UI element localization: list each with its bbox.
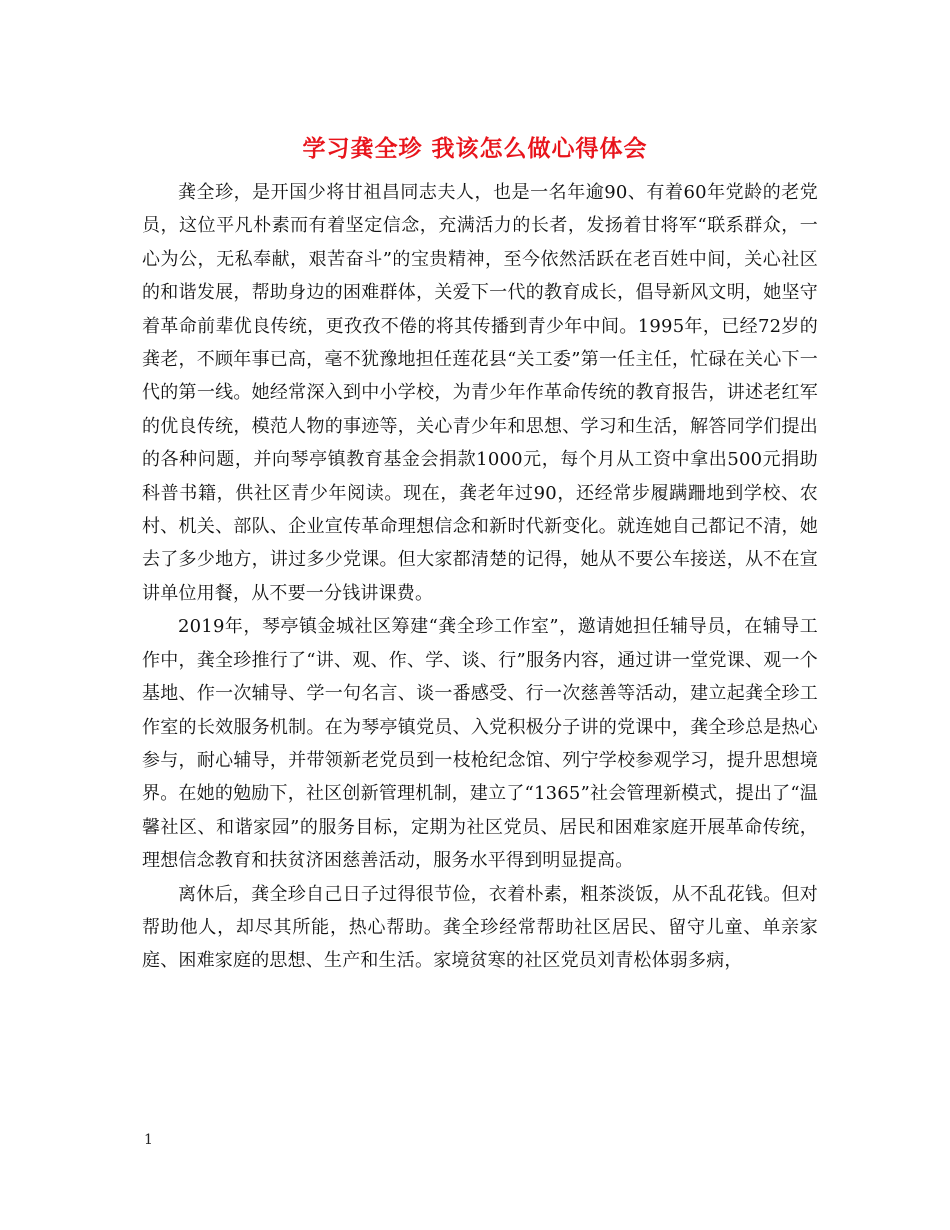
page-number: 1 (144, 1132, 153, 1148)
paragraph-1: 龚全珍，是开国少将甘祖昌同志夫人，也是一名年逾90、有着60年党龄的老党员，这位平凡朴素而有着坚定信念，充满活力的长者，发扬着甘将军“联系群众，一心为公，无私奉献，艰苦奋斗”的宝贵精神，至今依然活跃在老百姓中间，关心社区的和谐发展，帮助身边的困难群体，关爱下一代的教育成长，倡导新风文明，她坚守着革命前辈优良传统，更孜孜不倦的将其传播到青少年中间。1995年，已经72岁的龚老，不顾年事已高，毫不犹豫地担任莲花县“关工委”第一任主任，忙碌在关心下一代的第一线。她经常深入到中小学校，为青少年作革命传统的教育报告，讲述老红军的优良传统，模范人物的事迹等，关心青少年和思想、学习和生活，解答同学们提出的各种问题，并向琴亭镇教育基金会捐款1000元，每个月从工资中拿出500元捐助科普书籍，供社区青少年阅读。现在，龚老年过90，还经常步履蹒跚地到学校、农村、机关、部队、企业宣传革命理想信念和新时代新变化。就连她自己都记不清，她去了多少地方，讲过多少党课。但大家都清楚的记得，她从不要公车接送，从不在宣讲单位用餐，从不要一分钱讲课费。 (142, 182, 818, 604)
paragraph-2: 2019年，琴亭镇金城社区筹建“龚全珍工作室”，邀请她担任辅导员，在辅导工作中，龚全珍推行了“讲、观、作、学、谈、行”服务内容，通过讲一堂党课、观一个基地、作一次辅导、学一句名言、谈一番感受、行一次慈善等活动，建立起龚全珍工作室的长效服务机制。在为琴亭镇党员、入党积极分子讲的党课中，龚全珍总是热心参与，耐心辅导，并带领新老党员到一枝枪纪念馆、列宁学校参观学习，提升思想境界。在她的勉励下，社区创新管理机制，建立了“1365”社会管理新模式，提出了“温馨社区、和谐家园”的服务目标，定期为社区党员、居民和困难家庭开展革命传统，理想信念教育和扶贫济困慈善活动，服务水平得到明显提高。 (142, 616, 818, 872)
document-title: 学习龚全珍 我该怎么做心得体会 (302, 135, 648, 162)
paragraph-3: 离休后，龚全珍自己日子过得很节俭，衣着朴素，粗茶淡饭，从不乱花钱。但对帮助他人，却尽其所能，热心帮助。龚全珍经常帮助社区居民、留守儿童、单亲家庭、困难家庭的思想、生产和生活。家境贫寒的社区党员刘青松体弱多病， (142, 883, 818, 972)
document-body (142, 176, 818, 978)
